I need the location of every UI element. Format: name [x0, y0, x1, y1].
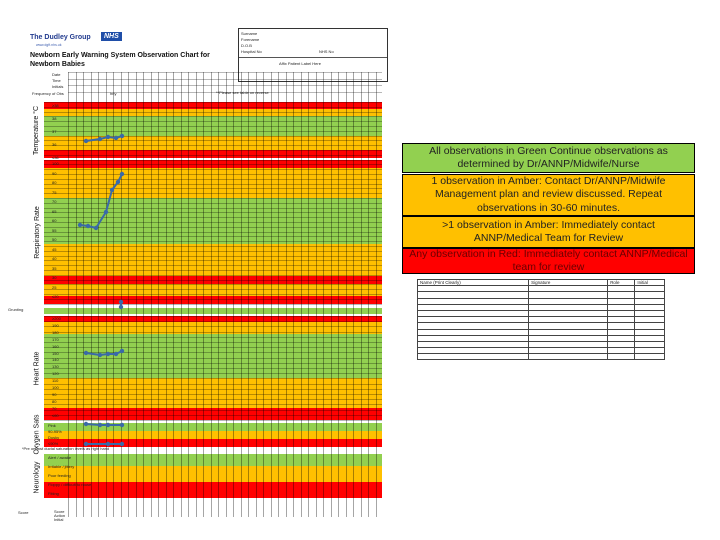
hr-tick: 190 — [52, 322, 59, 328]
legend-green — [402, 143, 695, 173]
legend-red — [402, 248, 695, 274]
temp-tick: ≥38 — [52, 103, 59, 108]
temp-tick: 36 — [52, 142, 57, 147]
resp-tick: 70 — [52, 199, 57, 204]
legend-amber-single — [402, 174, 695, 216]
sats-series-point — [98, 423, 102, 427]
respiratory-series-point — [94, 226, 98, 230]
neuro-row-label: Alert / awake — [48, 455, 72, 460]
respiratory-series-point — [120, 172, 124, 176]
col-name: Name (Print Clearly) — [418, 280, 529, 286]
temperature-series-point — [114, 136, 118, 140]
sats-note: *Pre or post ductal saturation levels as right hand — [22, 446, 110, 451]
legend-red-text: Any observation in Red: Immediately contact ANNP/Medical team for review — [409, 247, 688, 273]
signature-row — [418, 354, 665, 360]
org-website: www.dgft.nhs.uk — [36, 43, 62, 47]
signature-cell — [418, 354, 529, 360]
observation-plots — [8, 22, 382, 520]
observation-chart — [8, 22, 382, 520]
neurology-panel-label: Neurology — [33, 461, 41, 493]
signature-cell — [608, 354, 635, 360]
col-initial: Initial — [635, 280, 665, 286]
legend-green-text: All observations in Green Continue observations as determined by Dr/ANNP/Midwife/Nurse — [429, 144, 668, 170]
frequency-unit-label: hrly — [110, 91, 117, 96]
forename-label: Forename — [241, 37, 260, 42]
hr-tick: 160 — [52, 343, 59, 349]
nhs-no-label: NHS No — [319, 49, 334, 54]
resp-tick: 35 — [52, 265, 57, 271]
heart-rate-series-point — [114, 352, 118, 356]
temp-tick: 37 — [52, 129, 57, 134]
hr-tick: 150 — [52, 350, 59, 356]
score-row-label: Score — [54, 509, 65, 514]
hr-tick: 70 — [52, 405, 57, 411]
sats-series-point — [106, 423, 110, 427]
grunting-marker-point — [119, 300, 123, 304]
neuro-row-label: Irritable / jittery — [48, 464, 75, 469]
heart-rate-series-point — [98, 353, 102, 357]
hr-tick: 180 — [52, 329, 59, 335]
initials-row-label: Initials — [52, 84, 64, 89]
resp-tick: 50 — [52, 237, 57, 242]
signature-cell — [529, 354, 608, 360]
frequency-row-label: Frequency of Obs — [32, 91, 64, 96]
resp-tick: 100 — [52, 161, 59, 166]
dob-label: D.O.B — [241, 43, 252, 48]
legend-amber-multiple — [402, 216, 695, 248]
neuro-row-label: Poor feeding — [48, 473, 71, 478]
neuro-series-point — [84, 442, 88, 446]
resp-tick: 65 — [52, 208, 57, 214]
hr-tick: 140 — [52, 357, 59, 363]
hr-tick: 130 — [52, 364, 59, 370]
temp-tick: ≤36 — [52, 155, 59, 160]
sats-row-label: Dusky — [48, 435, 60, 440]
temperature-series-point — [98, 137, 102, 141]
sats-series-point — [84, 422, 88, 426]
respiratory-series — [80, 174, 122, 228]
respiratory-series-point — [110, 188, 114, 192]
sats-series — [86, 424, 122, 425]
hospital-no-label: Hospital No — [241, 49, 262, 54]
org-name: The Dudley Group — [30, 34, 91, 41]
nhs-logo: NHS — [101, 32, 122, 41]
hr-tick: ≥200 — [52, 316, 61, 321]
chart-title-line1: Newborn Early Warning System Observation Chart for — [30, 52, 210, 59]
resp-tick: 90 — [52, 170, 57, 176]
hr-tick: 120 — [52, 371, 59, 377]
neuro-row-label: Fitting — [48, 491, 59, 496]
grunting-marker-point — [119, 305, 123, 309]
hr-tick: 100 — [52, 385, 59, 390]
respiratory-panel-label: Respiratory Rate — [33, 205, 41, 259]
legend-amber-multiple-text: >1 observation in Amber: Immediately contact ANNP/Medical Team for Review — [442, 218, 655, 244]
neuro-series-point — [106, 442, 110, 446]
sats-row-label: ≤90% — [48, 441, 59, 446]
sats-row-label: 90-95% — [48, 429, 62, 434]
score-row-label: Initial — [54, 517, 64, 522]
heart-rate-series-point — [84, 351, 88, 355]
heart-panel-label: Heart Rate — [33, 351, 41, 385]
neuro-row-label: Floppy / difficult to rouse — [48, 482, 92, 487]
neuro-series-point — [120, 442, 124, 446]
hr-tick: 90 — [52, 391, 57, 397]
respiratory-series-point — [86, 224, 90, 228]
score-row-label: Action — [54, 513, 66, 518]
temperature-panel-label: Temperature °C — [33, 105, 41, 155]
temperature-series-point — [106, 135, 110, 139]
hr-tick: 80 — [52, 398, 57, 404]
temperature-series-point — [120, 134, 124, 138]
date-row-label: Date — [52, 72, 61, 77]
reverse-note: **Please see table on reverse — [216, 90, 269, 95]
sats-series-point — [120, 423, 124, 427]
hr-tick: 170 — [52, 336, 59, 342]
time-row-label: Time — [52, 78, 61, 83]
resp-tick: 75 — [52, 189, 57, 195]
respiratory-series-point — [78, 223, 82, 227]
col-signature: Signature — [529, 280, 608, 286]
respiratory-series-point — [104, 210, 108, 214]
temperature-series-point — [84, 139, 88, 143]
signature-cell — [635, 354, 665, 360]
sats-panel-label: Oxygen Sats — [33, 413, 41, 455]
temp-tick: 38 — [52, 116, 57, 121]
heart-rate-series-point — [120, 349, 124, 353]
hr-tick: 110 — [52, 378, 59, 384]
resp-tick: 80 — [52, 180, 57, 185]
hr-tick: ≤60 — [52, 412, 59, 418]
resp-tick: 40 — [52, 256, 57, 261]
resp-tick: 55 — [52, 227, 57, 233]
resp-tick: ≤20 — [52, 294, 59, 299]
resp-tick: 25 — [52, 284, 57, 290]
resp-tick: 60 — [52, 218, 57, 223]
chart-title-line2: Newborn Babies — [30, 61, 85, 68]
score-panel-label: Score — [18, 510, 29, 515]
affix-label: Affix Patient Label Here — [279, 61, 321, 66]
respiratory-series-point — [116, 180, 120, 184]
sats-row-label: Pink — [48, 423, 56, 428]
signature-table — [417, 279, 665, 360]
col-role: Role — [608, 280, 635, 286]
heart-rate-series-point — [106, 352, 110, 356]
legend-amber-single-text: 1 observation in Amber: Contact Dr/ANNP/Midwife Management plan and review discussed. Repeat observations in 30-60 minutes. — [431, 175, 666, 214]
resp-tick: 45 — [52, 246, 57, 252]
resp-tick: 30 — [52, 275, 57, 280]
grunting-label: Grunting — [8, 307, 24, 312]
surname-label: Surname — [241, 31, 258, 36]
